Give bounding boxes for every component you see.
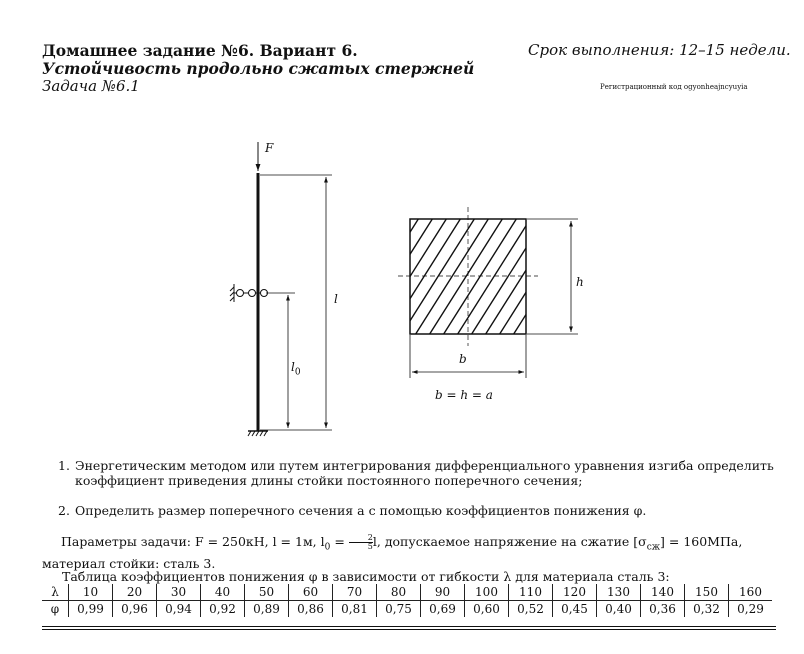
phi-cell: 0,75 [377,601,421,618]
phi-cell: 0,89 [245,601,289,618]
bottom-rule [42,626,776,627]
phi-cell: 0,52 [509,601,553,618]
phi-cell: 0,94 [157,601,201,618]
l0-label: $l_0$ [291,360,301,378]
phi-row [42,601,772,618]
phi-cell: 0,92 [201,601,245,618]
length-label: l [334,292,338,306]
lambda-cell: 50 [245,584,289,601]
lambda-cell: 40 [201,584,245,601]
force-label: F [265,141,274,155]
lambda-cell: 30 [157,584,201,601]
phi-cell: 0,86 [289,601,333,618]
deadline: Срок выполнения: 12–15 недели. [528,41,791,59]
registration-code: Регистрационный код ogyonheajncyuyia [600,83,748,91]
coefficient-table [42,584,772,617]
bottom-rule [42,629,776,630]
lambda-cell: 130 [597,584,641,601]
phi-cell: 0,99 [69,601,113,618]
phi-cell: 0,81 [333,601,377,618]
lambda-cell: 70 [333,584,377,601]
lambda-cell: 160 [729,584,773,601]
lambda-cell: 80 [377,584,421,601]
task-number: Задача №6.1 [42,77,140,95]
fixed-support [248,431,268,436]
phi-cell: 0,45 [553,601,597,618]
lambda-cell: 150 [685,584,729,601]
section-caption: b = h = a [435,388,493,402]
phi-cell: 0,60 [465,601,509,618]
cross-section [326,207,620,378]
lambda-cell: 110 [509,584,553,601]
phi-cell: 0,32 [685,601,729,618]
phi-cell: 0,36 [641,601,685,618]
lambda-cell: 20 [113,584,157,601]
h-label: h [576,275,584,289]
fraction: $\frac{2}{5}$ [349,534,373,551]
lambda-cell: 10 [69,584,113,601]
phi-cell: 0,96 [113,601,157,618]
lambda-header: λ [42,584,69,601]
lambda-cell: 90 [421,584,465,601]
lambda-row [42,584,772,601]
table-title: Таблица коэффициентов понижения φ в зависимости от гибкости λ для материала сталь 3: [62,569,670,584]
phi-header: φ [50,602,60,616]
b-label: b [459,352,467,366]
lambda-cell: 120 [553,584,597,601]
phi-cell: 0,69 [421,601,465,618]
phi-cell: 0,29 [729,601,773,618]
task-parameters: Параметры задачи: F = 250кН, l = 1м, $l_0$ = $\frac{2}{5}$ l, допускаемое напряжение на сжатие $[\sigma_{сж}] = 160МПа$, материал стойки: сталь 3. [42,533,743,571]
hinged-support [230,284,268,302]
phi-cell: 0,40 [597,601,641,618]
lambda-cell: 140 [641,584,685,601]
lambda-cell: 60 [289,584,333,601]
lambda-cell: 100 [465,584,509,601]
page-subtitle: Устойчивость продольно сжатых стержней [42,59,475,78]
page-title: Домашнее задание №6. Вариант 6. [42,41,358,60]
